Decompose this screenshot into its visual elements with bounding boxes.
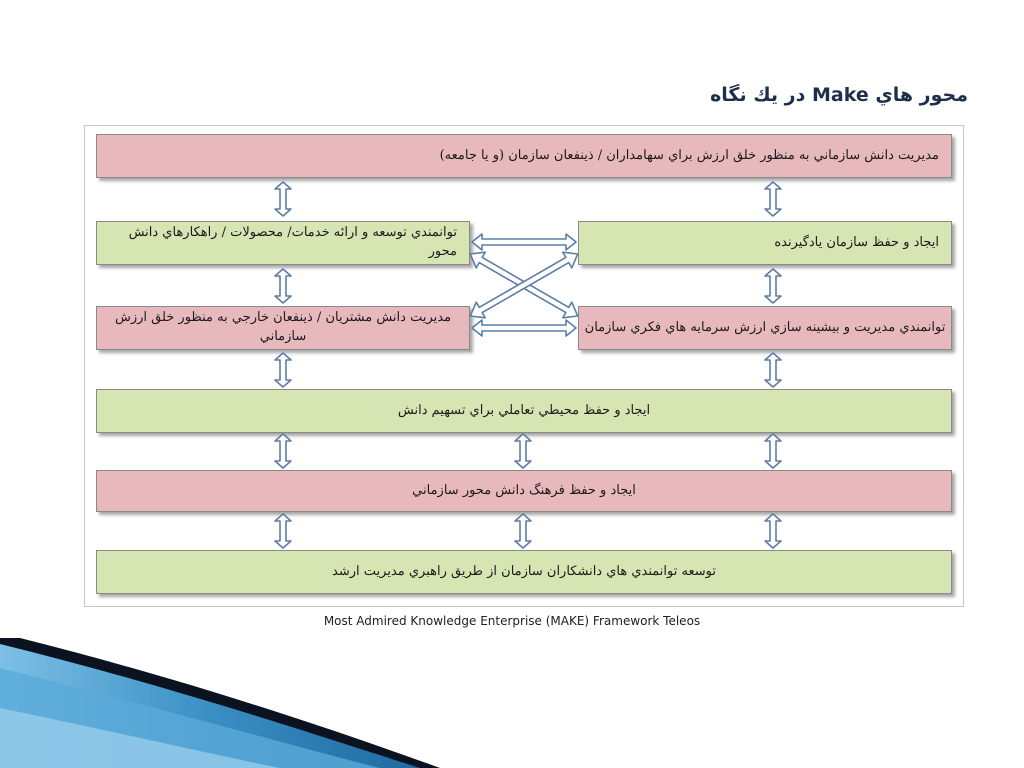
box-intellectual-capital: [578, 306, 952, 350]
box-intellectual-capital-text: توانمندي مديريت و بيشينه سازي ارزش سرمايه هاي فكري سازمان: [584, 319, 946, 335]
diagram-frame: [84, 125, 964, 607]
box-customer-knowledge-text: مديريت دانش مشتريان / ذينفعان خارجي به منظور خلق ارزش سازماني: [114, 310, 452, 344]
box-knowledge-based-services-text: توانمندي توسعه و ارائه خدمات/ محصولات / راهكارهاي دانش محور: [128, 225, 457, 259]
box-knowledge-workers: [96, 550, 952, 594]
box-knowledge-culture: [96, 470, 952, 512]
box-customer-knowledge: [96, 306, 470, 350]
box-learning-organization-text: ايجاد و حفظ سازمان يادگيرنده: [774, 234, 939, 250]
box-learning-organization: [578, 221, 952, 265]
figure-caption: Most Admired Knowledge Enterprise (MAKE) Framework Teleos: [323, 614, 701, 628]
box-knowledge-workers-text: توسعه توانمندي هاي دانشكاران سازمان از طريق راهبري مديريت ارشد: [332, 563, 716, 579]
box-collaborative-environment-text: ايجاد و حفظ محيطي تعاملي براي تسهيم دانش: [397, 402, 651, 418]
box-knowledge-management-value-text: مديريت دانش سازماني به منظور خلق ارزش براي سهامداران / ذينفعان سازمان (و يا جامعه): [439, 147, 939, 163]
box-knowledge-culture-text: ايجاد و حفظ فرهنگ دانش محور سازماني: [412, 482, 636, 498]
box-knowledge-management-value: [96, 134, 952, 178]
box-knowledge-based-services: [96, 221, 470, 265]
slide-title: محور هاي Make در يك نگاه: [710, 84, 968, 106]
corner-swoosh-decoration: [0, 638, 620, 768]
box-collaborative-environment: [96, 389, 952, 433]
